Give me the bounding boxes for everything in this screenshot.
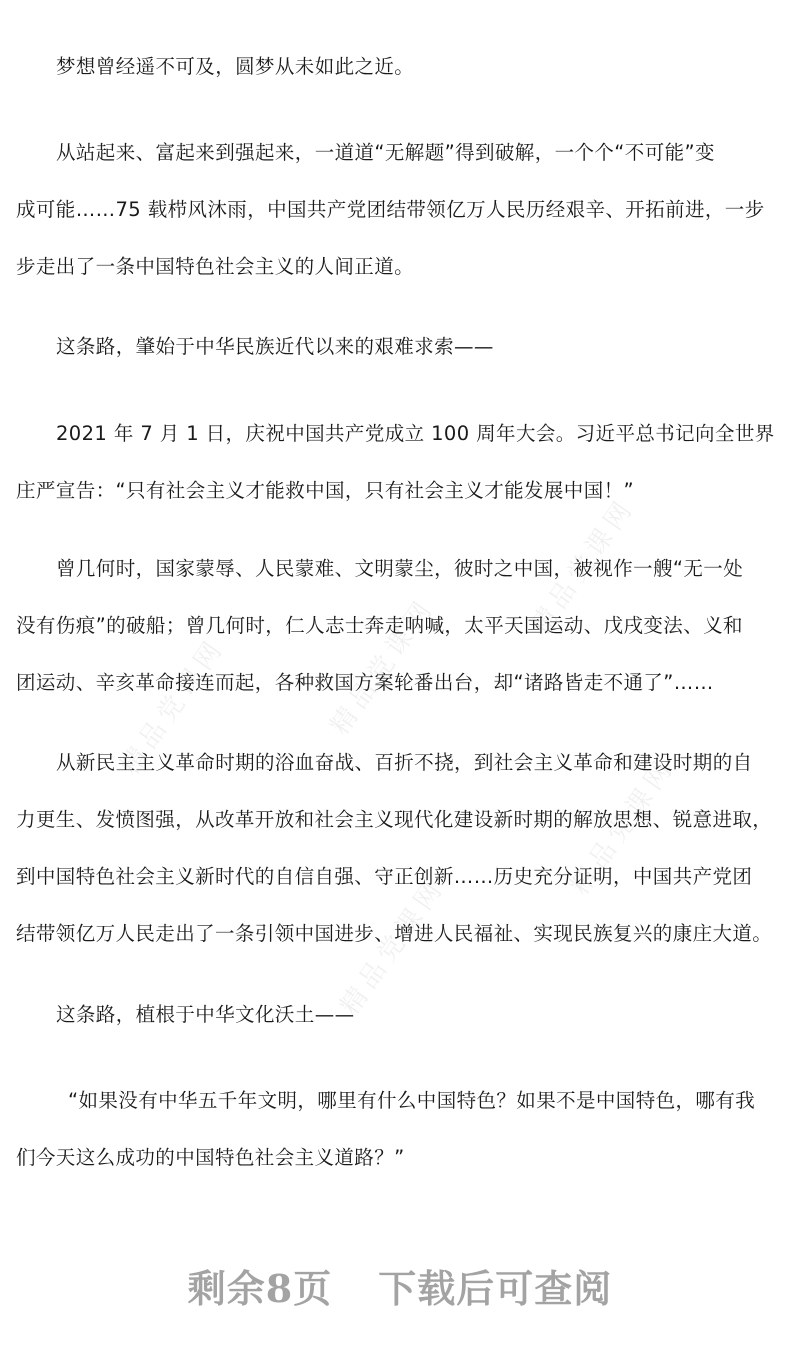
paragraph-line: 从新民主主义革命时期的浴血奋战、百折不挠，到社会主义革命和建设时期的自 [56,751,753,774]
watermark: 精品党课网 [324,592,442,741]
download-prompt[interactable] [0,1258,800,1313]
paragraph-line: 步走出了一条中国特色社会主义的人间正道。 [16,255,415,278]
download-to-view-label[interactable]: 下载后可查阅 [378,1266,613,1311]
paragraph-line: 庄严宣告：“只有社会主义才能救中国，只有社会主义才能发展中国！” [16,479,635,502]
paragraph-7 [16,986,786,1043]
paragraph-line: 梦想曾经遥不可及，圆梦从未如此之近。 [56,55,415,78]
watermark: 精品党课网 [524,492,642,641]
paragraph-line: 结带领亿万人民走出了一条引领中国进步、增进人民福祉、实现民族复兴的康庄大道。 [16,922,773,945]
paragraph-2 [16,124,786,295]
remaining-pages-label: 剩余8页 [187,1266,333,1311]
paragraph-line: 力更生、发愤图强，从改革开放和社会主义现代化建设新时期的解放思想、锐意进取， [16,808,773,831]
watermark: 精品党课网 [334,872,452,1021]
paragraph-line: 这条路，肇始于中华民族近代以来的艰难求索—— [56,335,494,358]
paragraph-line: “如果没有中华五千年文明，哪里有什么中国特色？如果不是中国特色，哪有我 [68,1089,756,1112]
paragraph-line: 到中国特色社会主义新时代的自信自强、守正创新……历史充分证明，中国共产党团 [16,865,753,888]
paragraph-line: 从站起来、富起来到强起来，一道道“无解题”得到破解，一个个“不可能”变 [56,141,715,164]
paragraph-5 [16,540,786,711]
paragraph-line: 们今天这么成功的中国特色社会主义道路？” [16,1146,405,1169]
paragraph-line: 成可能……75 载栉风沐雨，中国共产党团结带领亿万人民历经艰辛、开拓前进，一步 [16,198,765,221]
paragraph-6 [16,734,786,962]
paragraph-8 [16,1072,786,1186]
paragraph-1 [16,38,786,95]
watermark: 精品党课网 [564,752,682,901]
paragraph-line: 没有伤痕”的破船；曾几何时，仁人志士奔走呐喊，太平天国运动、戊戌变法、义和 [16,614,743,637]
paragraph-4 [16,405,786,519]
paragraph-3 [16,318,786,375]
paragraph-line: 这条路，植根于中华文化沃土—— [56,1003,355,1026]
watermark: 精品党课网 [114,632,232,781]
paragraph-line: 团运动、辛亥革命接连而起，各种救国方案轮番出台，却“诸路皆走不通了”…… [16,671,714,694]
paragraph-line: 曾几何时，国家蒙辱、人民蒙难、文明蒙尘，彼时之中国，被视作一艘“无一处 [56,557,744,580]
paragraph-line: 2021 年 7 月 1 日，庆祝中国共产党成立 100 周年大会。习近平总书记向全世界 [56,422,775,445]
